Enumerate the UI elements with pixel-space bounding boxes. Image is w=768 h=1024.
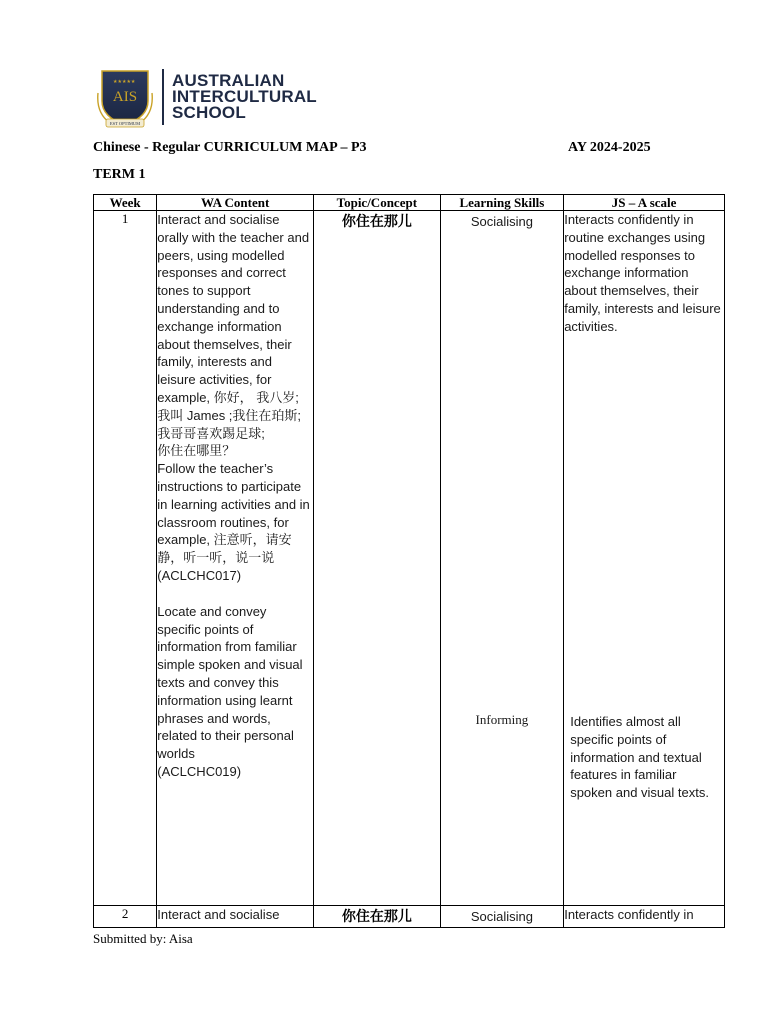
svg-text:★★★★★: ★★★★★ bbox=[113, 79, 136, 85]
column-header-week: Week bbox=[94, 195, 157, 211]
wa-code: (ACLCHC019) bbox=[157, 763, 242, 779]
table-row bbox=[94, 211, 725, 906]
skill-label: Informing bbox=[475, 712, 529, 727]
week-cell: 2 bbox=[94, 906, 157, 928]
js-scale-cell: Interacts confidently in bbox=[564, 906, 725, 928]
school-name-line1: AUSTRALIAN bbox=[172, 71, 285, 90]
topic-cell: 你住在那儿 bbox=[314, 211, 441, 906]
academic-year: AY 2024-2025 bbox=[568, 140, 651, 155]
js-scale-cell bbox=[564, 211, 725, 906]
logo-monogram: AIS bbox=[112, 89, 138, 105]
logo-motto: EST OPTIMUM bbox=[109, 121, 141, 126]
school-name bbox=[172, 73, 317, 121]
school-crest-icon bbox=[96, 63, 154, 131]
skill-label: Socialising bbox=[470, 909, 533, 924]
submitted-by: Submitted by: Aisa bbox=[93, 931, 193, 946]
paragraph-gap bbox=[157, 585, 313, 603]
school-logo bbox=[96, 62, 317, 132]
topic-cell: 你住在那儿 bbox=[314, 906, 441, 928]
wa-content-cell bbox=[157, 211, 314, 906]
column-header-js-scale: JS – A scale bbox=[564, 195, 725, 211]
table-header-row bbox=[94, 195, 725, 211]
curriculum-table bbox=[93, 194, 725, 928]
js-descriptor: Interacts confidently in routine exchanges using modelled responses to exchange information about themselves, their family, interests and leisure activities. bbox=[564, 212, 721, 334]
column-header-wa-content: WA Content bbox=[157, 195, 314, 211]
document-title-line bbox=[93, 140, 663, 156]
logo-divider bbox=[162, 69, 164, 125]
week-cell: 1 bbox=[94, 211, 157, 906]
wa-paragraph: Locate and convey specific points of information from familiar simple spoken and visual texts and convey this information using learnt phrases and words, related to their personal worlds bbox=[157, 603, 303, 762]
column-header-learning-skills: Learning Skills bbox=[440, 195, 564, 211]
term-heading: TERM 1 bbox=[93, 167, 146, 182]
wa-content-cell: Interact and socialise bbox=[157, 906, 314, 928]
wa-paragraph: Follow the teacher’s instructions to participate in learning activities and in classroom routines, for example, 注意听，请安静，听一听，说一说 bbox=[157, 461, 310, 566]
wa-paragraph: 你住在哪里？ bbox=[157, 443, 236, 459]
learning-skills-cell bbox=[440, 906, 564, 928]
js-descriptor: Identifies almost all specific points of information and textual features in familiar spoken and visual texts. bbox=[570, 714, 709, 801]
wa-paragraph: Interact and socialise orally with the teacher and peers, using modelled responses and correct tones to support understanding and to exchange information about themselves, their family, interests and leisure activities, for example, 你好， 我八岁; bbox=[157, 212, 310, 405]
table-row bbox=[94, 906, 725, 928]
column-header-topic: Topic/Concept bbox=[314, 195, 441, 211]
wa-paragraph: 我叫 James ;我住在珀斯;我哥哥喜欢踢足球; bbox=[157, 407, 302, 441]
school-name-line3: SCHOOL bbox=[172, 103, 246, 122]
wa-code: (ACLCHC017) bbox=[157, 567, 242, 583]
school-name-line2: INTERCULTURAL bbox=[172, 87, 317, 106]
skill-label: Socialising bbox=[470, 214, 533, 229]
document-title: Chinese - Regular CURRICULUM MAP – P3 bbox=[93, 140, 367, 155]
learning-skills-cell bbox=[440, 211, 564, 906]
